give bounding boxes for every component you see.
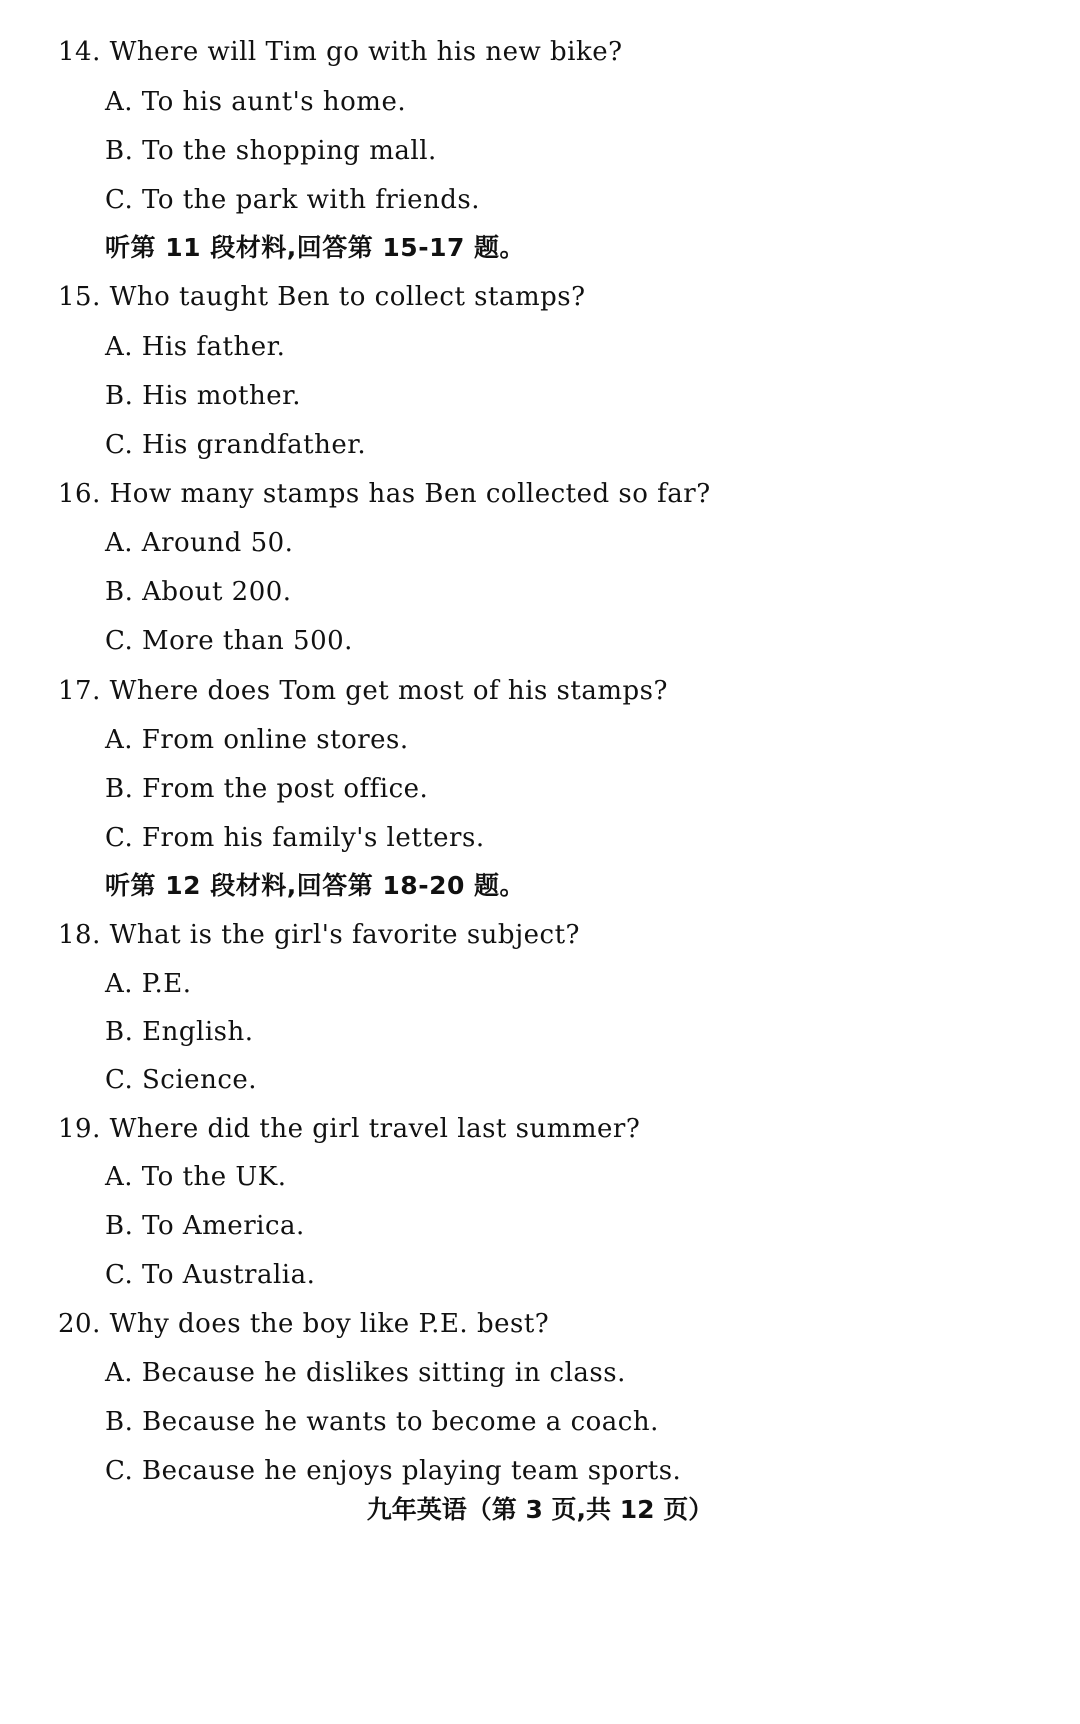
question-18: 18. What is the girl's favorite subject? (58, 920, 580, 950)
option-17c: C. From his family's letters. (105, 823, 485, 853)
option-16a: A. Around 50. (105, 528, 294, 558)
option-20b: B. Because he wants to become a coach. (105, 1407, 659, 1437)
option-20c: C. Because he enjoys playing team sports. (105, 1456, 682, 1486)
option-15c: C. His grandfather. (105, 430, 367, 460)
option-18b: B. English. (105, 1017, 254, 1047)
section-instruction-12: 听第 12 段材料,回答第 18-20 题。 (105, 871, 526, 900)
option-15a: A. His father. (105, 332, 286, 362)
question-20: 20. Why does the boy like P.E. best? (58, 1309, 550, 1339)
option-14a: A. To his aunt's home. (105, 87, 407, 117)
option-16b: B. About 200. (105, 577, 292, 607)
option-19c: C. To Australia. (105, 1260, 316, 1290)
question-19: 19. Where did the girl travel last summer? (58, 1114, 641, 1144)
page-footer: 九年英语（第 3 页,共 12 页） (366, 1495, 714, 1524)
section-instruction-11: 听第 11 段材料,回答第 15-17 题。 (105, 233, 526, 262)
option-16c: C. More than 500. (105, 626, 353, 656)
option-14c: C. To the park with friends. (105, 185, 480, 215)
option-14b: B. To the shopping mall. (105, 136, 437, 166)
question-14: 14. Where will Tim go with his new bike? (58, 37, 623, 67)
option-18a: A. P.E. (105, 969, 192, 999)
option-19a: A. To the UK. (105, 1162, 287, 1192)
question-17: 17. Where does Tom get most of his stamps? (58, 676, 668, 706)
question-15: 15. Who taught Ben to collect stamps? (58, 282, 586, 312)
option-18c: C. Science. (105, 1065, 258, 1095)
option-19b: B. To America. (105, 1211, 305, 1241)
option-20a: A. Because he dislikes sitting in class. (105, 1358, 626, 1388)
question-16: 16. How many stamps has Ben collected so far? (58, 479, 711, 509)
option-17b: B. From the post office. (105, 774, 429, 804)
option-17a: A. From online stores. (105, 725, 409, 755)
option-15b: B. His mother. (105, 381, 301, 411)
